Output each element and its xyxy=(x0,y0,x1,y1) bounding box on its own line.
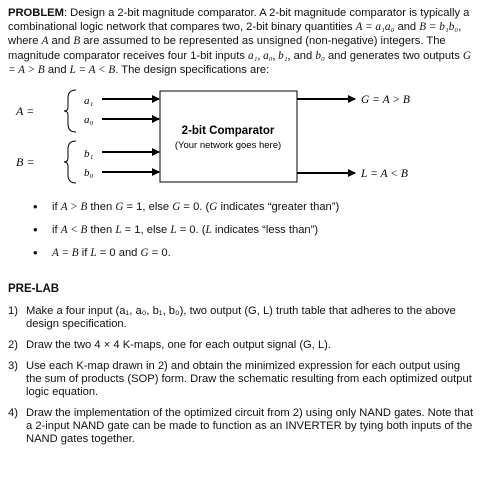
b-brace xyxy=(64,141,76,183)
bullet-math: L xyxy=(115,224,122,236)
prelab-item xyxy=(8,407,475,446)
prelab-item xyxy=(8,339,475,352)
a0-label: a₀ xyxy=(84,114,94,126)
problem-text: , where xyxy=(8,21,462,48)
bullet-math: G xyxy=(209,201,218,213)
problem-statement xyxy=(8,6,475,77)
bullet-text: if xyxy=(78,247,91,259)
problem-text: . The design specifications are: xyxy=(115,63,270,76)
bullet-text: = 0 and xyxy=(96,247,141,259)
item-text: Draw the implementation of the optimized circuit from 2) using only NAND gates. Note that a 2-input NAND gate can be made to function as an INVERTER by tying both inputs of the NAND gates together. xyxy=(26,407,474,445)
var-a: A xyxy=(41,35,49,48)
problem-text: and xyxy=(290,49,316,62)
eq-g: G = A > B xyxy=(8,49,472,76)
b1-label: b₁ xyxy=(84,148,94,160)
b-label: B = xyxy=(16,155,35,169)
b0-label: b₀ xyxy=(84,167,94,179)
bullet-text: then xyxy=(87,201,116,213)
problem-label: PROBLEM xyxy=(8,7,64,19)
bullet-text: if xyxy=(52,201,61,213)
item-number: 1) xyxy=(8,305,18,317)
spec-bullet xyxy=(30,246,470,269)
problem-text: : Design a 2-bit magnitude comparator. A 2-bit magnitude comparator is typically a combinational logic network that compares two, 2-bit binary quantities xyxy=(8,7,470,34)
comparator-diagram xyxy=(0,80,483,192)
bullet-math: G xyxy=(140,247,149,259)
prelab-list xyxy=(8,305,475,454)
box-title: 2-bit Comparator xyxy=(181,125,275,137)
a1-label: a₁ xyxy=(84,95,94,107)
bullet-dot: • xyxy=(33,199,38,214)
bullet-text: = 0. ( xyxy=(180,201,210,213)
bullet-text: = 1, else xyxy=(123,201,173,213)
bullet-text: = 0. xyxy=(148,247,171,259)
item-text: Make a four input (a₁, a₀, b₁, b₀), two output (G, L) truth table that adheres to the above design specification. xyxy=(26,305,456,330)
l-output-label: L = A < B xyxy=(361,168,408,180)
bullet-math: A > B xyxy=(60,201,88,213)
spec-bullets xyxy=(30,200,470,269)
bullet-text: indicates “less than”) xyxy=(211,224,319,236)
input-last: b₀ xyxy=(315,49,325,62)
item-number: 4) xyxy=(8,407,18,419)
eq-a: A = a₁a₀ xyxy=(355,21,395,34)
bullet-text: then xyxy=(87,224,116,236)
item-text: Use each K-map drawn in 2) and obtain the minimized expression for each output using the sum of products (SOP) form. Draw the schematic resulting from each optimized output logic equation. xyxy=(26,360,472,398)
bullet-text: indicates “greater than”) xyxy=(217,201,340,213)
spec-bullet xyxy=(30,200,470,223)
prelab-heading: PRE-LAB xyxy=(8,283,60,295)
problem-text: and xyxy=(44,63,70,76)
problem-text: and xyxy=(48,35,74,48)
problem-text: and generates two outputs xyxy=(324,49,463,62)
bullet-math: A < B xyxy=(60,224,88,236)
eq-l: L = A < B xyxy=(69,63,116,76)
input-list: a₁, a₀, b₁, xyxy=(248,49,291,62)
prelab-item xyxy=(8,360,475,399)
bullet-math: L xyxy=(90,247,97,259)
prelab-item xyxy=(8,305,475,331)
item-number: 2) xyxy=(8,339,18,351)
bullet-text: = 1, else xyxy=(121,224,171,236)
var-b: B xyxy=(73,35,81,48)
problem-text: and xyxy=(394,21,420,34)
bullet-math: L xyxy=(205,224,212,236)
a-brace xyxy=(64,90,76,132)
g-output-label: G = A > B xyxy=(361,94,410,106)
bullet-text: = 0. ( xyxy=(176,224,206,236)
a-label: A = xyxy=(16,104,35,118)
eq-b: B = b₁b₀ xyxy=(419,21,459,34)
problem-text: are assumed to be represented as unsigned (non-negative) integers. The magnitude comparator receives four 1-bit inputs xyxy=(8,35,446,62)
bullet-math: G xyxy=(115,201,124,213)
bullet-dot: • xyxy=(33,222,38,237)
bullet-dot: • xyxy=(33,245,38,260)
bullet-text: if xyxy=(52,224,61,236)
item-number: 3) xyxy=(8,360,18,372)
bullet-math: A = B xyxy=(52,247,79,259)
bullet-math: L xyxy=(170,224,177,236)
box-subtitle: (Your network goes here) xyxy=(174,140,282,151)
bullet-math: G xyxy=(172,201,181,213)
item-text: Draw the two 4 × 4 K-maps, one for each output signal (G, L). xyxy=(26,339,332,351)
spec-bullet xyxy=(30,223,470,246)
